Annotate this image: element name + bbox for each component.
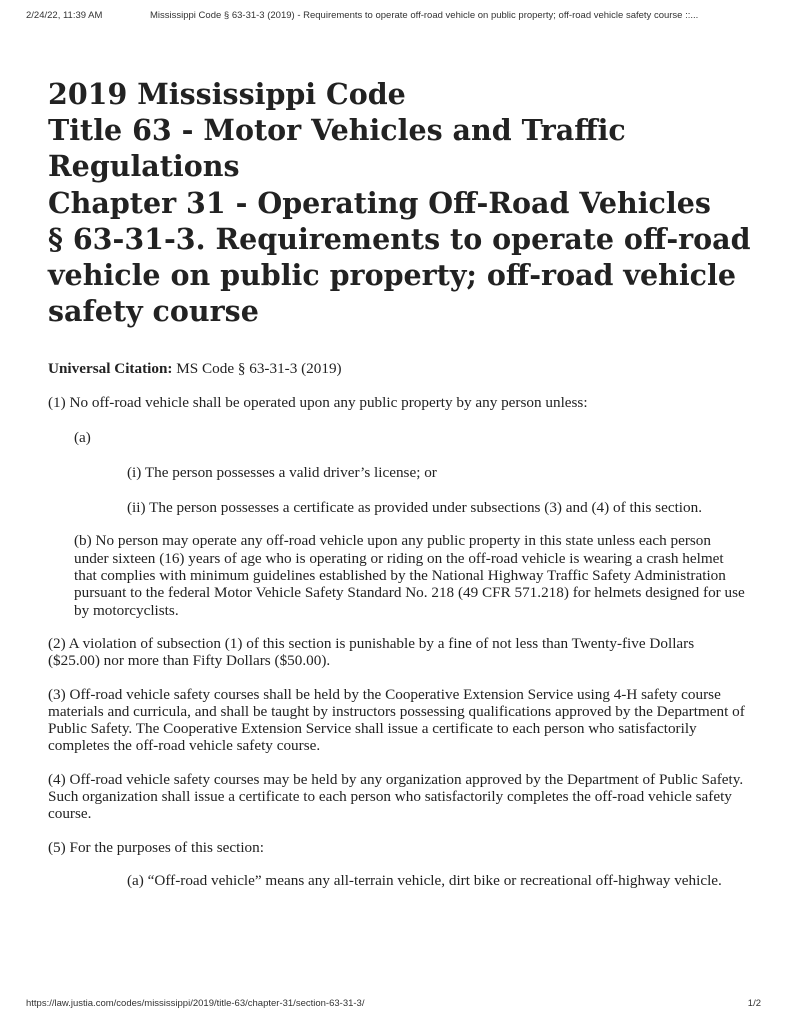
subsection-5: (5) For the purposes of this section: bbox=[48, 838, 264, 856]
print-page-title: Mississippi Code § 63-31-3 (2019) - Requirements to operate off-road vehicle on public property; off-road vehicle safety course ::... bbox=[150, 10, 699, 21]
page-number: 1/2 bbox=[747, 998, 761, 1009]
subsection-1a-ii: (ii) The person possesses a certificate as provided under subsections (3) and (4) of this section. bbox=[127, 499, 702, 517]
title-line: Title 63 - Motor Vehicles and Traffic bbox=[48, 113, 626, 148]
title-line: safety course bbox=[48, 294, 259, 329]
title-line: vehicle on public property; off-road vehicle bbox=[48, 258, 736, 293]
title-line: Regulations bbox=[48, 149, 240, 184]
print-footer bbox=[26, 998, 761, 1009]
print-datetime: 2/24/22, 11:39 AM bbox=[26, 10, 103, 21]
subsection-1a-i: (i) The person possesses a valid driver’s license; or bbox=[127, 463, 437, 481]
title-line: § 63-31-3. Requirements to operate off-road bbox=[48, 221, 751, 256]
subsection-1: (1) No off-road vehicle shall be operated upon any public property by any person unless: bbox=[48, 394, 588, 412]
print-header bbox=[26, 10, 767, 21]
title-line: 2019 Mississippi Code bbox=[48, 77, 406, 111]
citation-label: Universal Citation: bbox=[48, 360, 173, 377]
statute-body bbox=[48, 360, 748, 889]
subsection-4: (4) Off-road vehicle safety courses may be held by any organization approved by the Department of Public Safety. Such organization shall issue a certificate to each person who satisfactorily completes the off-road vehicle safety course. bbox=[48, 770, 744, 823]
universal-citation bbox=[48, 360, 748, 377]
subsection-1b: (b) No person may operate any off-road vehicle upon any public property in this state unless each person under sixteen (16) years of age who is operating or riding on the off-road vehicle is wearing a crash helmet that complies with minimum guidelines established by the National Highway Traffic Safety Administration pursuant to the federal Motor Vehicle Safety Standard No. 218 (49 CFR 571.218) for helmets designed for use by motorcyclists. bbox=[74, 532, 745, 619]
source-url: https://law.justia.com/codes/mississippi/2019/title-63/chapter-31/section-63-31-3/ bbox=[26, 998, 365, 1009]
page-title bbox=[48, 76, 768, 329]
subsection-3: (3) Off-road vehicle safety courses shall be held by the Cooperative Extension Service using 4-H safety course materials and curricula, and shall be taught by instructors possessing qualifications approved by the Department of Public Safety. The Cooperative Extension Service shall issue a certificate to each person who satisfactorily completes the off-road vehicle safety course. bbox=[48, 685, 745, 755]
title-line: Chapter 31 - Operating Off-Road Vehicles bbox=[48, 185, 711, 220]
subsection-5a: (a) “Off-road vehicle” means any all-terrain vehicle, dirt bike or recreational off-highway vehicle. bbox=[127, 871, 722, 889]
subsection-1a: (a) bbox=[74, 428, 91, 446]
subsection-2: (2) A violation of subsection (1) of this section is punishable by a fine of not less than Twenty-five Dollars ($25.00) nor more than Fifty Dollars ($50.00). bbox=[48, 634, 695, 670]
citation-value: MS Code § 63-31-3 (2019) bbox=[176, 360, 342, 377]
